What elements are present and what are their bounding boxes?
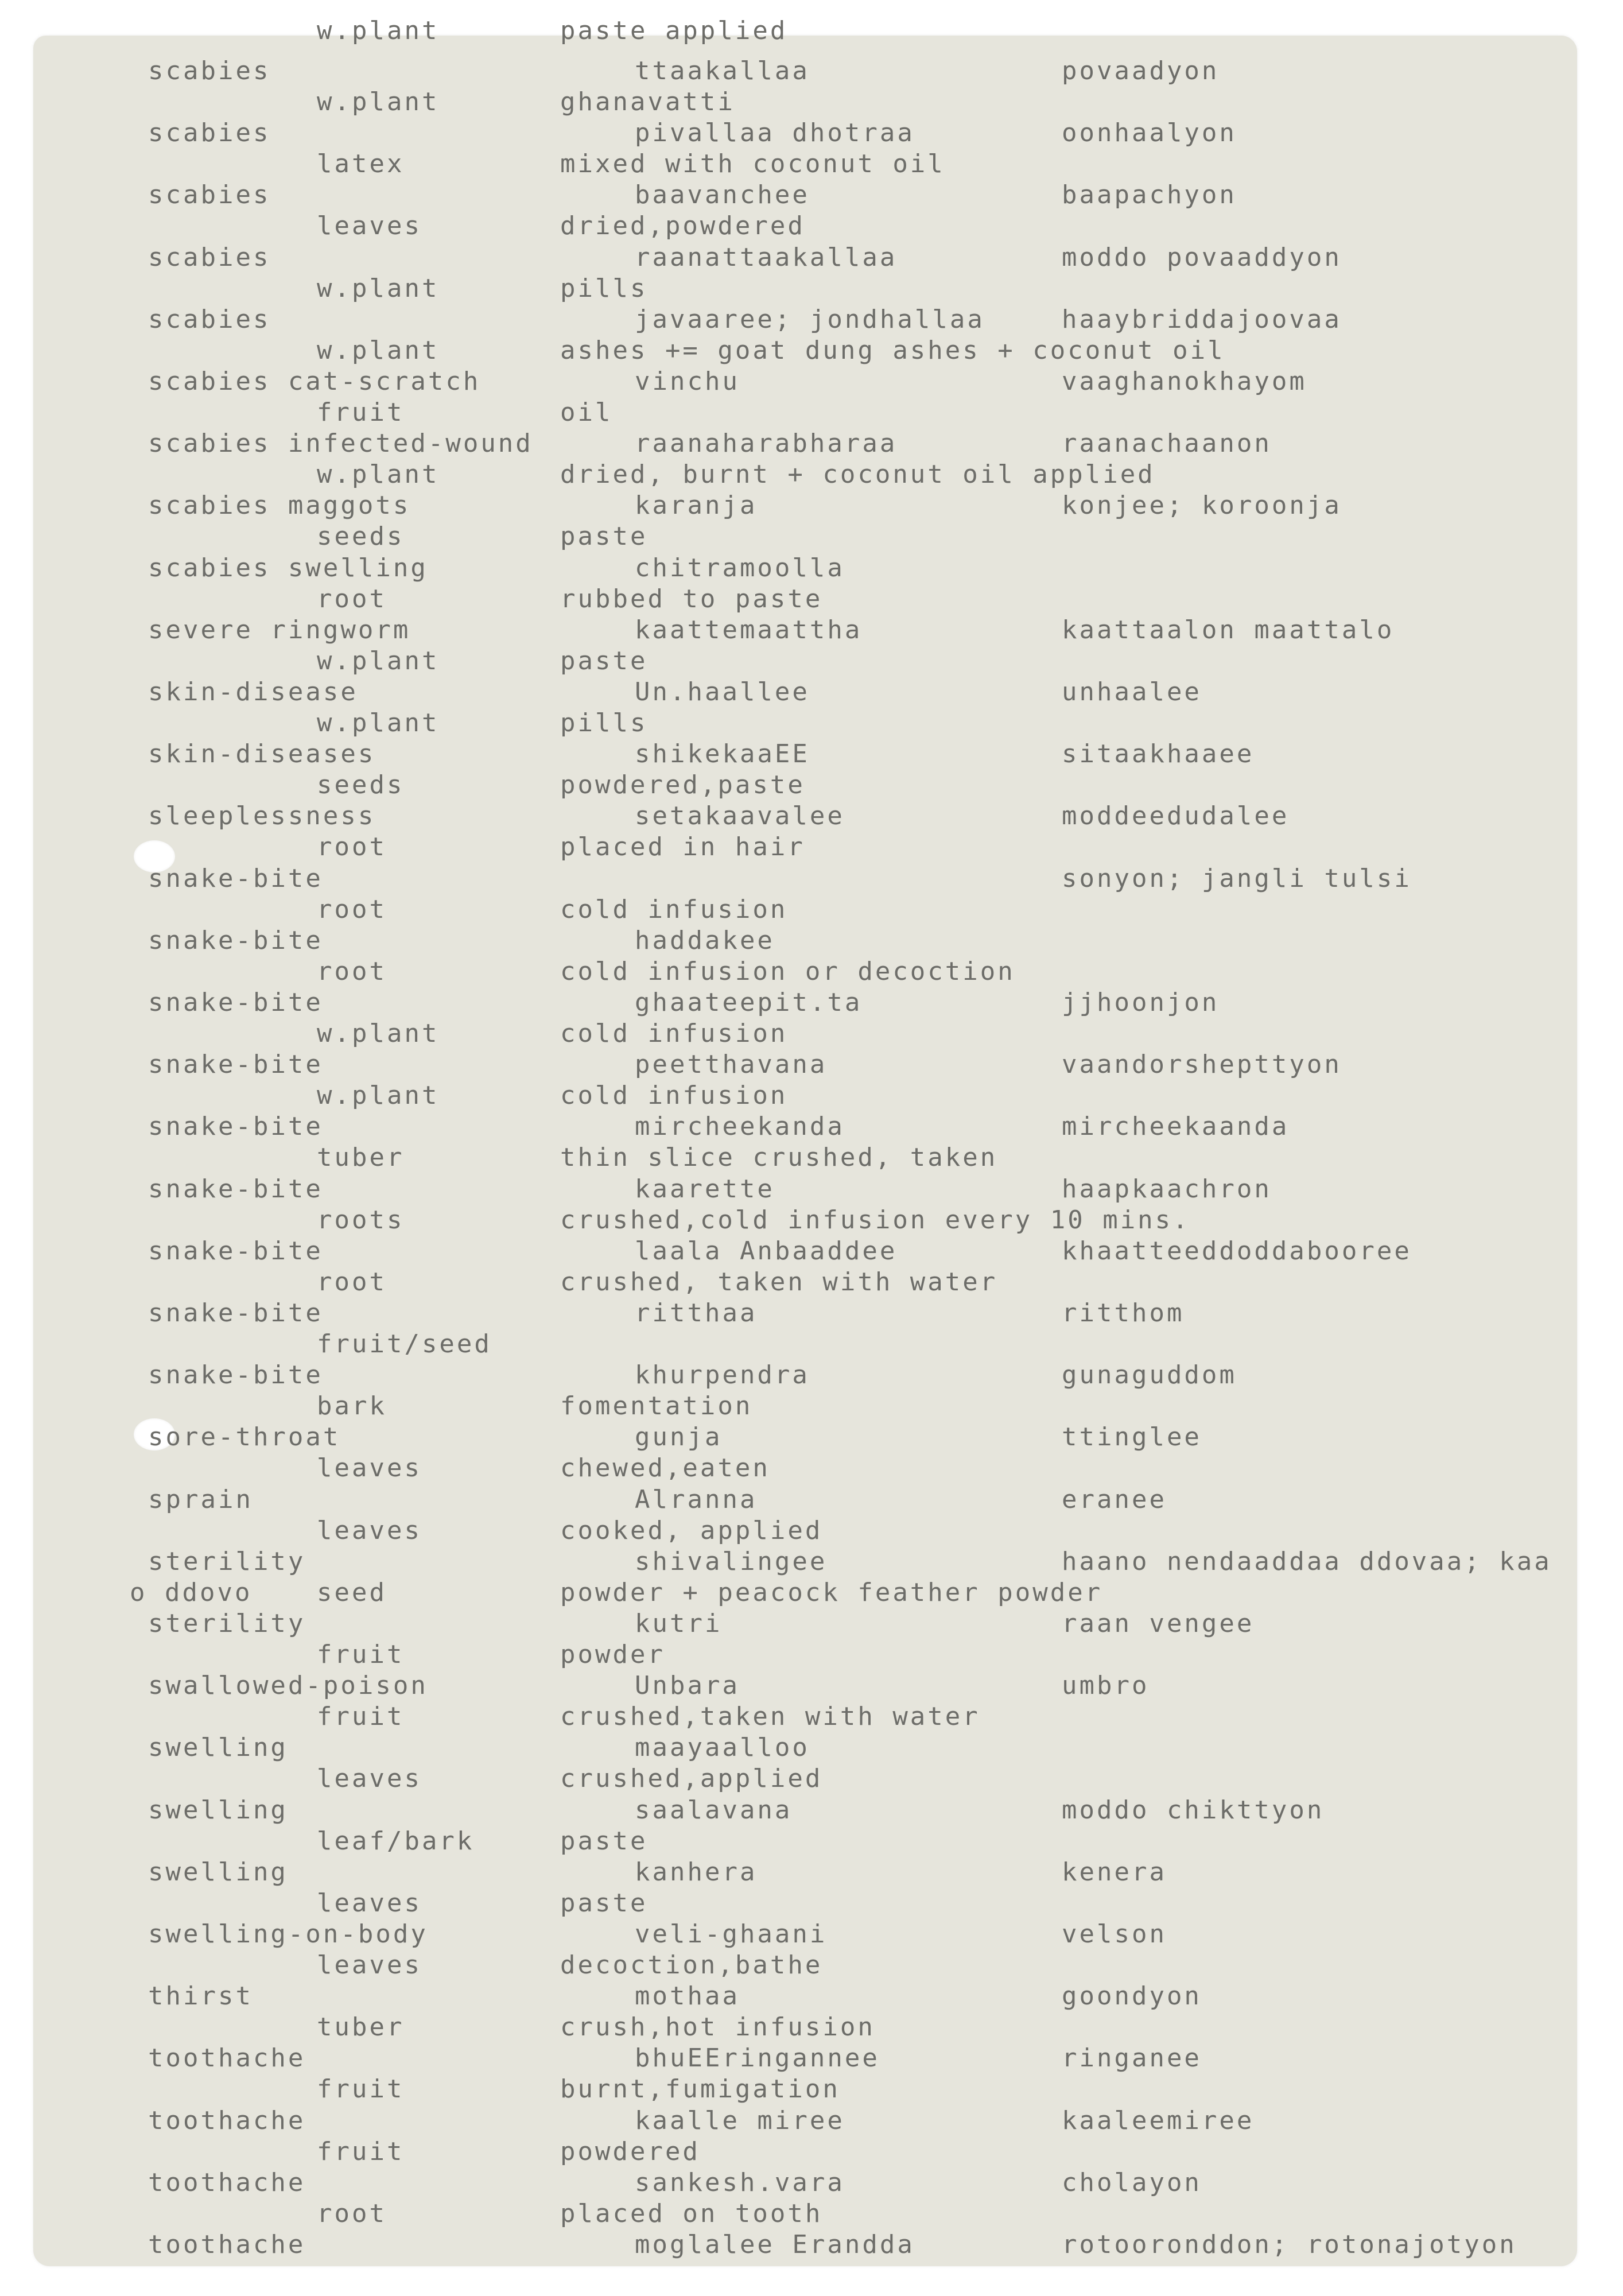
- partial-part: w.plant: [317, 16, 440, 45]
- preparation: crush,hot infusion: [560, 2012, 875, 2042]
- entry-detail-line: [33, 2139, 1577, 2170]
- plant-part: seeds: [317, 522, 405, 551]
- preparation: placed on tooth: [560, 2199, 823, 2228]
- preparation: crushed,cold infusion every 10 mins.: [560, 1205, 1190, 1235]
- disease-name: severe ringworm: [148, 615, 411, 645]
- plant-part: bark: [317, 1391, 387, 1421]
- entry-detail-line: [33, 1826, 1577, 1860]
- plant-name: shivalingee: [635, 1547, 828, 1576]
- plant-part: seeds: [317, 770, 405, 800]
- disease-name: scabies: [148, 56, 271, 86]
- disease-name: toothache: [148, 2168, 306, 2197]
- entry-line: [33, 928, 1577, 959]
- local-name: goondyon: [1062, 1981, 1202, 2011]
- preparation: powder + peacock feather powder: [560, 1578, 1103, 1607]
- preparation: paste: [560, 1826, 648, 1856]
- entry-detail-line: [33, 1267, 1577, 1301]
- disease-name: toothache: [148, 2106, 306, 2135]
- entry-detail-line: [33, 1391, 1577, 1425]
- disease-name: snake-bite: [148, 988, 323, 1017]
- entry-detail-line: [33, 1329, 1577, 1363]
- entry-line: [33, 1487, 1577, 1518]
- plant-part: fruit: [317, 398, 405, 427]
- plant-part: fruit: [317, 2074, 405, 2104]
- entry-line: [33, 1735, 1577, 1766]
- entry-line: [33, 1114, 1577, 1145]
- entry-line: [33, 493, 1577, 524]
- plant-part: w.plant: [317, 1081, 440, 1110]
- plant-part: w.plant: [317, 274, 440, 303]
- disease-name: snake-bite: [148, 1174, 323, 1204]
- preparation: crushed, taken with water: [560, 1267, 998, 1297]
- plant-name: karanja: [635, 491, 758, 520]
- local-name: oonhaalyon: [1062, 118, 1237, 148]
- plant-part: roots: [317, 1205, 405, 1235]
- entry-line: [33, 307, 1577, 338]
- plant-part: fruit: [317, 1640, 405, 1669]
- entry-line: [33, 1673, 1577, 1704]
- plant-name: ritthaa: [635, 1298, 758, 1328]
- preparation: cooked, applied: [560, 1516, 823, 1545]
- disease-name: thirst: [148, 1981, 253, 2011]
- disease-name: scabies: [148, 180, 271, 210]
- preparation: fomentation: [560, 1391, 753, 1421]
- entry-detail-line: [33, 1766, 1577, 1797]
- preparation: powder: [560, 1640, 665, 1669]
- plant-name: Alranna: [635, 1485, 758, 1514]
- plant-part: w.plant: [317, 336, 440, 365]
- local-name: kenera: [1062, 1857, 1167, 1887]
- entry-detail-line: [33, 338, 1577, 369]
- preparation: oil: [560, 398, 613, 427]
- preparation: rubbed to paste: [560, 584, 823, 614]
- entry-detail-line: [33, 1950, 1577, 1984]
- local-name: mircheekaanda: [1062, 1112, 1290, 1141]
- disease-name: scabies swelling: [148, 553, 428, 583]
- plant-part: root: [317, 957, 387, 986]
- local-name: gunaguddom: [1062, 1360, 1237, 1390]
- typed-list: [33, 16, 1577, 2266]
- entry-detail-line: [33, 1083, 1577, 1114]
- entry-detail-line: [33, 959, 1577, 990]
- entry-detail-line: [33, 149, 1577, 183]
- local-name: ttinglee: [1062, 1422, 1202, 1452]
- plant-part: leaves: [317, 1764, 422, 1793]
- entry-line: [33, 56, 1577, 90]
- entry-line: [33, 180, 1577, 214]
- disease-name: scabies cat-scratch: [148, 367, 481, 396]
- plant-part: leaves: [317, 1888, 422, 1918]
- disease-name: snake-bite: [148, 1236, 323, 1266]
- entry-detail-line: [33, 2012, 1577, 2046]
- plant-part: latex: [317, 149, 405, 179]
- entry-detail-line: [33, 770, 1577, 804]
- disease-name: sterility: [148, 1609, 306, 1638]
- local-name: umbro: [1062, 1671, 1150, 1700]
- entry-line: [33, 431, 1577, 462]
- plant-part: root: [317, 895, 387, 924]
- entry-line: [33, 2170, 1577, 2201]
- entry-line: [33, 369, 1577, 400]
- entry-detail-line: [33, 1518, 1577, 1549]
- disease-name: swelling: [148, 1733, 288, 1762]
- plant-name: peetthavana: [635, 1050, 828, 1079]
- disease-name: snake-bite: [148, 864, 323, 893]
- plant-name: Unbara: [635, 1671, 740, 1700]
- preparation: ghanavatti: [560, 87, 735, 117]
- disease-name: scabies: [148, 243, 271, 272]
- preparation: pills: [560, 708, 648, 738]
- plant-name: pivallaa dhotraa: [635, 118, 915, 148]
- local-name: haano nendaaddaa ddovaa; kaa: [1062, 1547, 1552, 1576]
- plant-part: root: [317, 1267, 387, 1297]
- plant-name: gunja: [635, 1422, 723, 1452]
- plant-name: baavanchee: [635, 180, 810, 210]
- plant-part: w.plant: [317, 708, 440, 738]
- local-name: sonyon; jangli tulsi: [1062, 864, 1412, 893]
- plant-part: root: [317, 2199, 387, 2228]
- plant-name: raanaharabharaa: [635, 429, 898, 458]
- entry-line: [33, 1236, 1577, 1270]
- entry-detail-line: [33, 400, 1577, 431]
- plant-part: w.plant: [317, 646, 440, 676]
- entry-detail-line: [33, 276, 1577, 307]
- local-name: moddo povaaddyon: [1062, 243, 1342, 272]
- plant-part: root: [317, 584, 387, 614]
- entry-detail-line: [33, 87, 1577, 121]
- preparation: dried, burnt + coconut oil applied: [560, 460, 1155, 489]
- entry-detail-line: [33, 1888, 1577, 1922]
- entry-line: [33, 1422, 1577, 1456]
- preparation: chewed,eaten: [560, 1453, 770, 1483]
- preparation: cold infusion: [560, 1081, 788, 1110]
- plant-part: leaves: [317, 1453, 422, 1483]
- disease-name: snake-bite: [148, 926, 323, 955]
- plant-name: mircheekanda: [635, 1112, 845, 1141]
- entry-line: [33, 245, 1577, 276]
- plant-name: raanattaakallaa: [635, 243, 898, 272]
- entry-line: [33, 1981, 1577, 2015]
- local-name: rotooronddon; rotonajotyon: [1062, 2230, 1517, 2259]
- entry-line: [33, 1174, 1577, 1208]
- local-name: velson: [1062, 1919, 1167, 1949]
- local-name: kaaleemiree: [1062, 2106, 1255, 2135]
- plant-part: leaf/bark: [317, 1826, 475, 1856]
- plant-part: leaves: [317, 211, 422, 241]
- preparation: placed in hair: [560, 832, 805, 862]
- disease-name: sterility: [148, 1547, 306, 1576]
- local-name: cholayon: [1062, 2168, 1202, 2197]
- disease-name: snake-bite: [148, 1112, 323, 1141]
- plant-name: bhuEEringannee: [635, 2043, 880, 2073]
- plant-name: setakaavalee: [635, 801, 845, 831]
- entry-detail-line: [33, 1205, 1577, 1239]
- entry-detail-line: [33, 1642, 1577, 1673]
- entry-detail-line: [33, 2263, 1577, 2294]
- typed-page: [33, 16, 1577, 2266]
- disease-name: scabies: [148, 118, 271, 148]
- disease-name: scabies: [148, 305, 271, 334]
- local-name: raanachaanon: [1062, 429, 1272, 458]
- local-name: kaattaalon maattalo: [1062, 615, 1395, 645]
- disease-name: swallowed-poison: [148, 1671, 428, 1700]
- disease-name: sleeplessness: [148, 801, 376, 831]
- preparation: paste: [560, 522, 648, 551]
- preparation: paste: [560, 646, 648, 676]
- entry-detail-line: [33, 1704, 1577, 1735]
- plant-name: kaattemaattha: [635, 615, 863, 645]
- plant-name: veli-ghaani: [635, 1919, 828, 1949]
- disease-name: skin-disease: [148, 677, 358, 707]
- preparation: powdered,paste: [560, 770, 805, 800]
- plant-name: khurpendra: [635, 1360, 810, 1390]
- entry-line: [33, 1611, 1577, 1642]
- local-name: vaaghanokhayom: [1062, 367, 1307, 396]
- local-name: sitaakhaaee: [1062, 739, 1255, 769]
- entry-detail-line: [33, 1021, 1577, 1052]
- disease-name: scabies maggots: [148, 491, 411, 520]
- plant-name: moglalee Erandda: [635, 2230, 915, 2259]
- disease-name: toothache: [148, 2230, 306, 2259]
- entry-line: [33, 553, 1577, 587]
- preparation: mixed with coconut oil: [560, 149, 945, 179]
- plant-name: kaarette: [635, 1174, 775, 1204]
- entry-line: [33, 801, 1577, 835]
- partial-prep: paste applied: [560, 16, 788, 45]
- entry-line: [33, 1919, 1577, 1953]
- plant-name: kutri: [635, 1609, 723, 1638]
- entry-line: [33, 1052, 1577, 1083]
- disease-name: sore-throat: [148, 1422, 341, 1452]
- entry-line: [33, 2108, 1577, 2139]
- preparation: dried,powdered: [560, 211, 805, 241]
- entry-line: [33, 866, 1577, 897]
- plant-part: seed: [317, 1578, 387, 1607]
- plant-name: mothaa: [635, 1981, 740, 2011]
- preparation: burnt,fumigation: [560, 2074, 840, 2104]
- entry-detail-line: [33, 1145, 1577, 1176]
- plant-part: w.plant: [317, 87, 440, 117]
- plant-name: haddakee: [635, 926, 775, 955]
- local-name: raan vengee: [1062, 1609, 1255, 1638]
- preparation: thin slice crushed, taken: [560, 1143, 998, 1172]
- preparation: cold infusion or decoction: [560, 957, 1015, 986]
- local-name: povaadyon: [1062, 56, 1220, 86]
- entry-line: [33, 2043, 1577, 2077]
- entry-detail-line: [33, 897, 1577, 928]
- plant-name: sankesh.vara: [635, 2168, 845, 2197]
- preparation: cold infusion: [560, 1019, 788, 1048]
- entry-line: [33, 118, 1577, 152]
- plant-part: fruit: [317, 1702, 405, 1731]
- entry-line: [33, 677, 1577, 711]
- continued-text: o ddovo: [130, 1578, 253, 1607]
- disease-name: snake-bite: [148, 1360, 323, 1390]
- local-name: moddeedudalee: [1062, 801, 1290, 831]
- local-name: khaatteeddoddabooree: [1062, 1236, 1412, 1266]
- preparation: paste: [560, 1888, 648, 1918]
- entry-detail-line: [33, 1580, 1577, 1611]
- entry-detail-line: [33, 462, 1577, 493]
- entry-detail-line: [33, 1453, 1577, 1487]
- disease-name: snake-bite: [148, 1298, 323, 1328]
- local-name: vaandorshepttyon: [1062, 1050, 1342, 1079]
- plant-part: leaves: [317, 1516, 422, 1545]
- plant-name: javaaree; jondhallaa: [635, 305, 985, 334]
- entry-line: [33, 1549, 1577, 1580]
- preparation: crushed,taken with water: [560, 1702, 980, 1731]
- preparation: cold infusion: [560, 895, 788, 924]
- plant-part: fruit: [317, 2137, 405, 2166]
- plant-name: Un.haallee: [635, 677, 810, 707]
- preparation: pills: [560, 274, 648, 303]
- preparation: ashes += goat dung ashes + coconut oil: [560, 336, 1225, 365]
- local-name: jjhoonjon: [1062, 988, 1220, 1017]
- preparation: crushed,applied: [560, 1764, 823, 1793]
- plant-part: tuber: [317, 2012, 405, 2042]
- entry-detail-line: [33, 584, 1577, 618]
- entry-detail-line: [33, 646, 1577, 680]
- entry-line: [33, 739, 1577, 773]
- disease-name: scabies infected-wound: [148, 429, 533, 458]
- local-name: ringanee: [1062, 2043, 1202, 2073]
- entry-line: [33, 2232, 1577, 2263]
- entry-line: [33, 615, 1577, 649]
- plant-part: tuber: [317, 1143, 405, 1172]
- entry-detail-line: [33, 832, 1577, 866]
- entry-line: [33, 990, 1577, 1021]
- local-name: eranee: [1062, 1485, 1167, 1514]
- plant-name: shikekaaEE: [635, 739, 810, 769]
- entry-detail-line: [33, 211, 1577, 245]
- plant-part: fruit/seed: [317, 1329, 492, 1359]
- entry-detail-line: [33, 2201, 1577, 2232]
- disease-name: sprain: [148, 1485, 253, 1514]
- plant-name: ttaakallaa: [635, 56, 810, 86]
- local-name: moddo chikttyon: [1062, 1795, 1325, 1825]
- disease-name: toothache: [148, 2043, 306, 2073]
- plant-name: vinchu: [635, 367, 740, 396]
- preparation: decoction,bathe: [560, 1950, 823, 1980]
- plant-part: w.plant: [317, 460, 440, 489]
- entry-detail-line: [33, 708, 1577, 742]
- plant-part: w.plant: [317, 1019, 440, 1048]
- local-name: konjee; koroonja: [1062, 491, 1342, 520]
- disease-name: snake-bite: [148, 1050, 323, 1079]
- disease-name: skin-diseases: [148, 739, 376, 769]
- entry-line: [33, 1298, 1577, 1332]
- disease-name: swelling-on-body: [148, 1919, 428, 1949]
- disease-name: swelling: [148, 1857, 288, 1887]
- entry-detail-line: [33, 524, 1577, 555]
- plant-name: kaalle miree: [635, 2106, 845, 2135]
- entry-detail-line: [33, 2074, 1577, 2108]
- local-name: ritthom: [1062, 1298, 1185, 1328]
- plant-name: saalavana: [635, 1795, 793, 1825]
- plant-name: chitramoolla: [635, 553, 845, 583]
- local-name: unhaalee: [1062, 677, 1202, 707]
- plant-name: ghaateepit.ta: [635, 988, 863, 1017]
- entry-line: [33, 1857, 1577, 1891]
- plant-part: root: [317, 832, 387, 862]
- local-name: haapkaachron: [1062, 1174, 1272, 1204]
- local-name: baapachyon: [1062, 180, 1237, 210]
- plant-part: leaves: [317, 1950, 422, 1980]
- disease-name: swelling: [148, 1795, 288, 1825]
- plant-name: kanhera: [635, 1857, 758, 1887]
- local-name: haaybriddajoovaa: [1062, 305, 1342, 334]
- entry-line: [33, 1360, 1577, 1394]
- entry-line: [33, 1795, 1577, 1829]
- preparation: powdered: [560, 2137, 700, 2166]
- plant-name: laala Anbaaddee: [635, 1236, 898, 1266]
- plant-name: maayaalloo: [635, 1733, 810, 1762]
